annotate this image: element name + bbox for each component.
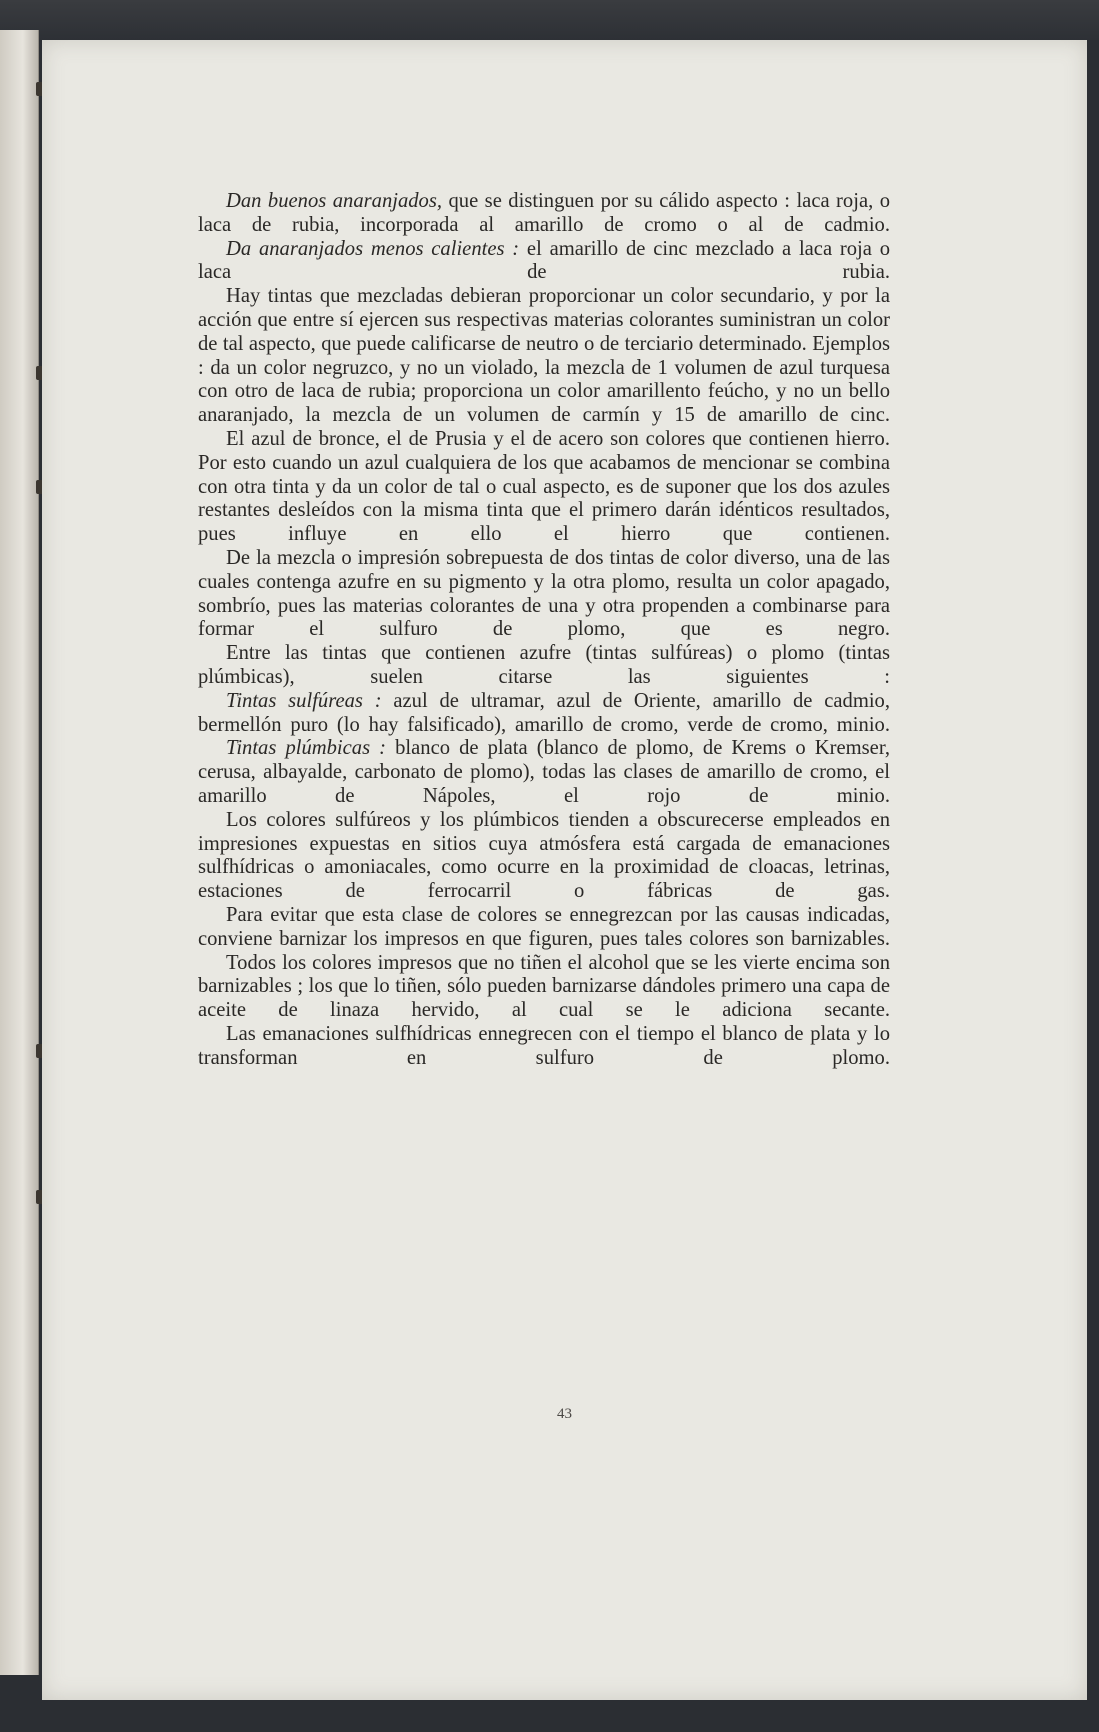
paragraph-3 <box>198 285 890 428</box>
paragraph-text: que se distinguen por su cálido aspecto : laca roja, o laca de rubia, incorporada al amarillo de cromo o al de cadmio. <box>198 190 890 236</box>
paragraph-4 <box>198 428 890 547</box>
paragraph-text: azul de ultramar, azul de Oriente, amarillo de cadmio, bermellón puro (lo hay falsificado), amarillo de cromo, verde de cromo, minio. <box>198 689 891 736</box>
scan-background <box>0 0 1099 40</box>
facing-page-edge <box>0 30 39 1675</box>
paragraph-10 <box>198 904 890 952</box>
paragraph-text: Los colores sulfúreos y los plúmbicos tienden a obscurecerse empleados en impresiones expuestas en sitios cuya atmósfera está cargada de emanaciones sulfhídricas o amoniacales, como ocurre en la proximidad de cloacas, letrinas, estaciones de ferrocarril o fábricas de gas. <box>198 808 890 903</box>
paragraph-5 <box>198 547 890 642</box>
paragraph-text: blanco de plata (blanco de plomo, de Krems o Kremser, cerusa, albayalde, carbonato de plomo), todas las clases de amarillo de cromo, el amarillo de Nápoles, el rojo de minio. <box>198 737 890 807</box>
paragraph-1 <box>198 190 890 238</box>
page-number: 43 <box>557 1406 572 1422</box>
paragraph-text: El azul de bronce, el de Prusia y el de acero son colores que contienen hierro. Por esto cuando un azul cualquiera de los que acabamos de mencionar se combina con otra tinta y da un color de tal o cual aspecto, es de suponer que los dos azules restantes desleídos con la misma tinta que el primero darán idénticos resultados, pues influye en ello el hierro que contienen. <box>198 427 890 546</box>
paragraph-text: el amarillo de cinc mezclado a laca roja o laca de rubia. <box>198 237 890 284</box>
paragraph-text: Para evitar que esta clase de colores se ennegrezcan por las causas indicadas, conviene barnizar los impresos en que figuren, pues tales colores son barnizables. <box>198 903 890 950</box>
paragraph-text: De la mezcla o impresión sobrepuesta de dos tintas de color diverso, una de las cuales contenga azufre en su pigmento y la otra plomo, resulta un color apagado, sombrío, pues las materias colorantes de una y otra propenden a combinarse para formar el sulfuro de plomo, que es negro. <box>198 546 890 641</box>
book-page <box>42 40 1087 1700</box>
paragraph-lead: Da anaranjados menos calientes : <box>226 237 520 260</box>
paragraph-lead: Tintas plúmbicas : <box>226 737 387 760</box>
paragraph-lead: Dan buenos anaranjados, <box>226 190 443 212</box>
paragraph-text: Hay tintas que mezcladas debieran proporcionar un color secundario, y por la acción que entre sí ejercen sus respectivas materias colorantes suministran un color de tal aspecto, que puede calificarse de neutro o de terciario determinado. Ejemplos : da un color negruzco, y no un violado, la mezcla de 1 volumen de azul turquesa con otro de laca de rubia; proporciona un color amarillento feúcho, y no un bello anaranjado, la mezcla de un volumen de carmín y 15 de amarillo de cinc. <box>198 285 890 427</box>
paragraph-7 <box>198 690 890 738</box>
paragraph-lead: Tintas sulfúreas : <box>226 689 382 712</box>
paragraph-2 <box>198 238 890 286</box>
paragraph-text: Todos los colores impresos que no tiñen el alcohol que se les vierte encima son barnizables ; los que lo tiñen, sólo pueden barnizarse dándoles primero una capa de aceite de linaza hervido, al cual se le adiciona secante. <box>198 951 890 1022</box>
paragraph-9 <box>198 809 890 904</box>
paragraph-text: Entre las tintas que contienen azufre (tintas sulfúreas) o plomo (tintas plúmbicas), suelen citarse las siguientes : <box>198 642 890 688</box>
paragraph-6 <box>198 642 890 690</box>
paragraph-text: Las emanaciones sulfhídricas ennegrecen con el tiempo el blanco de plata y lo transforman en sulfuro de plomo. <box>198 1022 890 1069</box>
paragraph-11 <box>198 952 890 1023</box>
body-text <box>198 190 890 1070</box>
paragraph-12 <box>198 1023 890 1071</box>
paragraph-8 <box>198 737 890 808</box>
